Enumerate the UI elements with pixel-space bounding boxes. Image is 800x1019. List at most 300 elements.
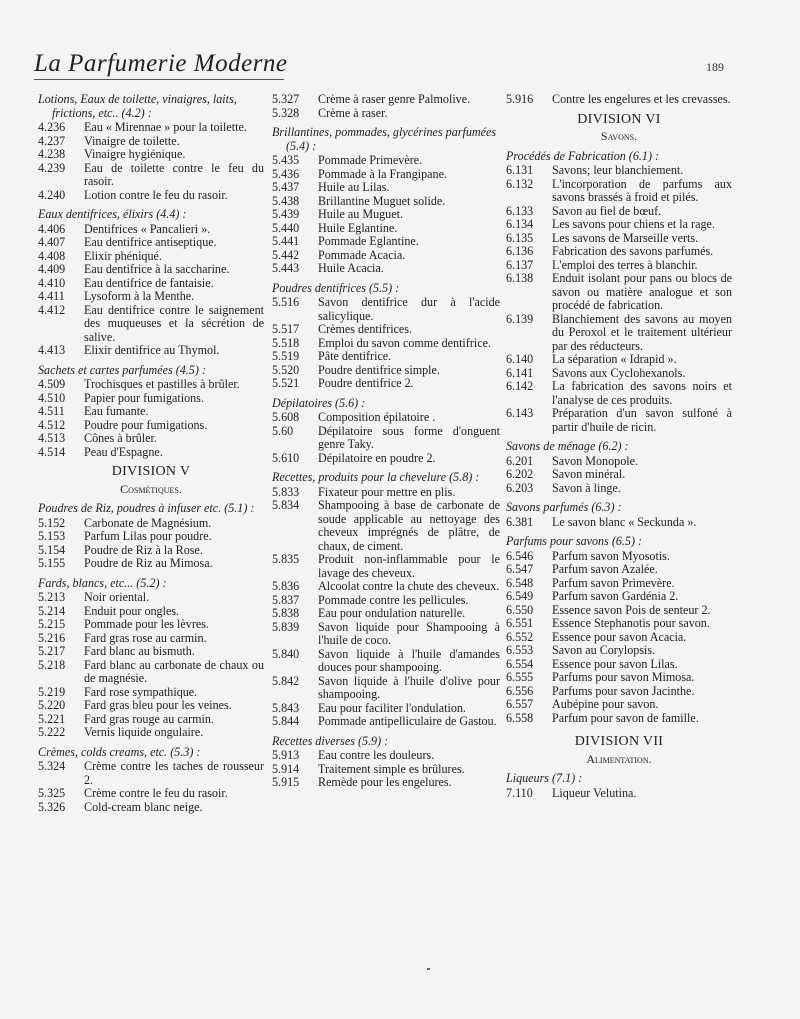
entry-text: Cold-cream blanc neige. xyxy=(84,799,203,814)
list-item xyxy=(506,455,732,469)
entry-text: Fard gras rose au carmin. xyxy=(84,630,207,645)
list-item xyxy=(38,405,264,419)
entry-number: 4.408 xyxy=(38,248,66,263)
list-item xyxy=(38,760,264,787)
list-item xyxy=(38,189,264,203)
entry-number: 4.237 xyxy=(38,133,66,148)
entry-text: Papier pour fumigations. xyxy=(84,390,204,405)
entry-number: 4.510 xyxy=(38,390,66,405)
entry-number: 5.326 xyxy=(38,799,66,814)
section-heading: Crèmes, colds creams, etc. (5.3) : xyxy=(38,744,201,759)
entry-text: Eau fumante. xyxy=(84,404,149,418)
entry-number: 6.554 xyxy=(506,656,534,671)
entry-text: Eau dentifrice à la saccharine. xyxy=(84,262,230,276)
list-item xyxy=(38,446,264,460)
entry-text: Pommade antipelliculaire de Gastou. xyxy=(318,714,497,728)
entry-text: Cônes à brûler. xyxy=(84,431,157,445)
list-item xyxy=(506,671,732,685)
entry-text: Poudre dentifrice 2. xyxy=(318,376,414,390)
list-item xyxy=(506,353,732,367)
entry-number: 5.222 xyxy=(38,725,66,739)
entry-number: 4.407 xyxy=(38,235,66,249)
entry-number: 5.610 xyxy=(272,450,300,465)
entry-number: 4.513 xyxy=(38,431,66,445)
entry-text: Eau « Mirennae » pour la toilette. xyxy=(84,120,247,134)
list-item xyxy=(38,263,264,277)
list-item xyxy=(272,749,500,763)
list-item xyxy=(38,517,264,531)
entry-text: Savon au fiel de bœuf. xyxy=(552,203,662,218)
list-item xyxy=(506,516,732,530)
list-item xyxy=(506,178,732,205)
entry-number: 4.410 xyxy=(38,275,66,290)
list-item xyxy=(506,550,732,564)
list-item xyxy=(272,776,500,790)
entry-text: Crème contre le feu du rasoir. xyxy=(84,786,228,800)
entry-text: Parfums pour savon Mimosa. xyxy=(552,670,695,684)
entry-text: Pommade contre les pellicules. xyxy=(318,592,469,607)
entry-number: 5.608 xyxy=(272,410,300,424)
list-item xyxy=(272,350,500,364)
entry-number: 5.838 xyxy=(272,606,300,620)
entry-text: Brillantine Muguet solide. xyxy=(318,193,446,208)
entry-number: 6.131 xyxy=(506,163,534,177)
entry-number: 5.219 xyxy=(38,684,66,699)
list-item xyxy=(272,208,500,222)
list-item xyxy=(272,262,500,276)
entry-text: Savon minéral. xyxy=(552,467,626,481)
entry-text: Savon au Corylopsis. xyxy=(552,643,656,657)
list-item xyxy=(506,259,732,273)
column-left xyxy=(38,93,264,814)
entry-text: Crème contre les taches de rousseur 2. xyxy=(84,759,264,787)
entry-text: Emploi du savon comme dentifrice. xyxy=(318,335,491,350)
list-item xyxy=(272,499,500,553)
list-item xyxy=(38,605,264,619)
list-item xyxy=(38,787,264,801)
entry-text: Composition épilatoire . xyxy=(318,410,436,424)
section-heading: Savons de ménage (6.2) : xyxy=(506,439,629,453)
entry-text: Vernis liquide ongulaire. xyxy=(84,725,204,739)
entry-text: Contre les engelures et les crevasses. xyxy=(552,92,731,106)
entry-text: Fard gras rouge au carmin. xyxy=(84,711,214,726)
entry-text: Pâte dentifrice. xyxy=(318,349,392,363)
entry-text: Parfum pour savon de famille. xyxy=(552,710,699,725)
list-item xyxy=(272,648,500,675)
list-item xyxy=(272,580,500,594)
entry-number: 5.842 xyxy=(272,673,300,688)
entry-number: 5.914 xyxy=(272,761,300,776)
entry-number: 5.916 xyxy=(506,92,534,106)
entry-text: Savon dentifrice dur à l'acide salicylique. xyxy=(318,295,500,323)
entry-number: 5.214 xyxy=(38,603,66,618)
entry-number: 4.509 xyxy=(38,377,66,391)
entry-text: Carbonate de Magnésium. xyxy=(84,515,212,530)
entry-number: 5.152 xyxy=(38,515,66,530)
entry-text: Lotion contre le feu du rasoir. xyxy=(84,187,228,202)
entry-text: Savon liquide pour Shampooing à l'huile de coco. xyxy=(318,619,500,647)
entry-text: Crèmes dentifrices. xyxy=(318,322,413,336)
list-item xyxy=(38,801,264,815)
list-item xyxy=(506,313,732,354)
print-speck xyxy=(427,968,430,970)
entry-number: 4.238 xyxy=(38,147,66,161)
entry-text: Fixateur pour mettre en plis. xyxy=(318,484,456,499)
section-heading: Brillantines, pommades, glycérines parfumées (5.4) : xyxy=(272,125,497,153)
entry-number: 4.236 xyxy=(38,120,66,134)
page-title: La Parfumerie Moderne xyxy=(34,50,288,77)
entry-number: 6.141 xyxy=(506,365,534,380)
section-heading: Liqueurs (7.1) : xyxy=(506,771,583,785)
entry-number: 6.557 xyxy=(506,697,534,711)
entry-number: 4.239 xyxy=(38,160,66,175)
division-subtitle: Cosmétiques. xyxy=(120,481,182,496)
list-item xyxy=(272,411,500,425)
entry-number: 5.439 xyxy=(272,207,300,221)
entry-number: 6.142 xyxy=(506,379,534,393)
list-item xyxy=(38,632,264,646)
list-item xyxy=(272,168,500,182)
list-item xyxy=(272,222,500,236)
entry-text: Huile Acacia. xyxy=(318,261,384,275)
entry-number: 5.153 xyxy=(38,529,66,543)
entry-text: Aubépine pour savon. xyxy=(552,697,659,711)
list-item xyxy=(272,621,500,648)
entry-number: 5.913 xyxy=(272,748,300,762)
list-item xyxy=(272,377,500,391)
entry-number: 5.441 xyxy=(272,234,300,248)
entry-text: Poudre de Riz à la Rose. xyxy=(84,542,203,557)
entry-text: Remède pour les engelures. xyxy=(318,775,452,789)
list-item xyxy=(272,93,500,107)
list-item xyxy=(506,712,732,726)
entry-text: Fard blanc au bismuth. xyxy=(84,644,195,658)
entry-number: 6.548 xyxy=(506,575,534,590)
list-item xyxy=(506,787,732,801)
list-item xyxy=(506,658,732,672)
entry-text: Parfum Lilas pour poudre. xyxy=(84,529,212,543)
entry-text: Crème à raser. xyxy=(318,105,388,120)
entry-text: Eau pour ondulation naturelle. xyxy=(318,606,466,620)
entry-text: Pommade Acacia. xyxy=(318,247,406,262)
entry-text: Savons aux Cyclohexanols. xyxy=(552,365,686,380)
division-subtitle: Savons. xyxy=(600,129,638,143)
entry-text: Eau contre les douleurs. xyxy=(318,748,435,762)
entry-text: Fard gras bleu pour les veines. xyxy=(84,698,232,712)
entry-text: Huile au Muguet. xyxy=(318,207,403,221)
entry-number: 6.135 xyxy=(506,230,534,245)
list-item xyxy=(38,277,264,291)
list-item xyxy=(272,486,500,500)
list-item xyxy=(38,726,264,740)
entry-text: Savon liquide à l'huile d'amandes douces pour shampooing. xyxy=(318,646,500,674)
section-heading: Lotions, Eaux de toilette, vinaigres, laits, frictions, etc.. (4.2) : xyxy=(38,92,237,120)
entry-text: Liqueur Velutina. xyxy=(552,785,637,800)
entry-number: 5.834 xyxy=(272,498,300,512)
entry-number: 6.550 xyxy=(506,602,534,617)
list-item xyxy=(272,337,500,351)
list-item xyxy=(506,407,732,434)
entry-number: 6.138 xyxy=(506,271,534,285)
list-item xyxy=(272,553,500,580)
entry-number: 5.436 xyxy=(272,166,300,181)
entry-text: L'incorporation de parfums aux savons brassés à froid et pilés. xyxy=(552,176,732,204)
entry-text: Fard blanc au carbonate de chaux ou de magnésie. xyxy=(84,657,264,685)
entry-number: 5.915 xyxy=(272,775,300,789)
list-item xyxy=(272,107,500,121)
entry-text: Fard rose sympathique. xyxy=(84,684,198,699)
list-item xyxy=(38,148,264,162)
list-item xyxy=(272,425,500,452)
list-item xyxy=(506,245,732,259)
entry-number: 5.843 xyxy=(272,700,300,715)
entry-text: Pommade Primevère. xyxy=(318,153,423,167)
list-item xyxy=(506,164,732,178)
list-item xyxy=(506,631,732,645)
entry-number: 5.155 xyxy=(38,556,66,570)
entry-text: Eau pour faciliter l'ondulation. xyxy=(318,700,466,715)
list-item xyxy=(272,364,500,378)
list-item xyxy=(38,645,264,659)
entry-number: 6.549 xyxy=(506,589,534,603)
entry-number: 5.328 xyxy=(272,105,300,120)
entry-number: 6.133 xyxy=(506,203,534,218)
list-item xyxy=(38,162,264,189)
list-item xyxy=(38,223,264,237)
entry-text: Dépilatoire sous forme d'onguent genre Taky. xyxy=(318,423,500,451)
division-heading: DIVISION VI xyxy=(577,111,661,127)
list-item xyxy=(272,594,500,608)
entry-text: Essence pour savon Acacia. xyxy=(552,629,687,644)
list-item xyxy=(506,617,732,631)
entry-number: 6.203 xyxy=(506,480,534,495)
entry-text: Savon à linge. xyxy=(552,480,621,495)
entry-number: 6.134 xyxy=(506,217,534,231)
entry-number: 6.202 xyxy=(506,467,534,481)
entry-text: Shampooing à base de carbonate de soude applicable au nettoyage des cheveux imprégnés de plâtre, de chaux, de ciment. xyxy=(318,498,500,553)
title-underline xyxy=(34,79,284,80)
entry-text: Blanchiement des savons au moyen du Peroxol et le traitement ultérieur par des réducteurs. xyxy=(552,311,732,353)
list-item xyxy=(272,249,500,263)
list-item xyxy=(38,544,264,558)
entry-text: Savon liquide à l'huile d'olive pour shampooing. xyxy=(318,673,500,701)
entry-number: 5.437 xyxy=(272,180,300,194)
list-item xyxy=(38,250,264,264)
entry-text: Elixir phéniqué. xyxy=(84,248,162,263)
section-heading: Recettes diverses (5.9) : xyxy=(272,733,389,748)
division-heading: DIVISION V xyxy=(111,464,191,479)
list-item xyxy=(38,378,264,392)
list-item xyxy=(272,452,500,466)
entry-text: Eau dentifrice de fantaisie. xyxy=(84,275,214,290)
entry-number: 7.110 xyxy=(506,785,533,800)
entry-text: Savon Monopole. xyxy=(552,453,638,468)
entry-number: 5.516 xyxy=(272,295,300,309)
entry-text: Poudre dentifrice simple. xyxy=(318,362,440,377)
entry-text: Peau d'Espagne. xyxy=(84,444,163,459)
list-item xyxy=(38,659,264,686)
list-item xyxy=(506,604,732,618)
entry-number: 6.132 xyxy=(506,176,534,191)
entry-number: 5.844 xyxy=(272,714,300,728)
entry-text: Parfum savon Azalée. xyxy=(552,562,658,576)
entry-number: 5.518 xyxy=(272,335,300,350)
entry-number: 6.555 xyxy=(506,670,534,684)
list-item xyxy=(38,304,264,345)
entry-text: L'emploi des terres à blanchir. xyxy=(552,257,698,272)
entry-number: 5.215 xyxy=(38,617,66,631)
list-item xyxy=(506,468,732,482)
list-item xyxy=(38,290,264,304)
list-item xyxy=(38,686,264,700)
list-item xyxy=(272,763,500,777)
list-item xyxy=(272,675,500,702)
list-item xyxy=(38,419,264,433)
section-heading: Parfums pour savons (6.5) : xyxy=(506,534,643,548)
list-item xyxy=(272,296,500,323)
entry-number: 6.140 xyxy=(506,352,534,366)
column-middle xyxy=(272,93,500,790)
entry-number: 5.519 xyxy=(272,349,300,363)
entry-number: 4.413 xyxy=(38,343,66,357)
entry-number: 5.840 xyxy=(272,646,300,661)
entry-text: Pommade pour les lèvres. xyxy=(84,617,209,631)
entry-number: 5.833 xyxy=(272,484,300,499)
section-heading: Procédés de Fabrication (6.1) : xyxy=(506,148,660,163)
entry-text: Alcoolat contre la chute des cheveux. xyxy=(318,579,500,593)
entry-number: 6.553 xyxy=(506,643,534,657)
entry-number: 4.511 xyxy=(38,404,65,418)
section-heading: Dépilatoires (5.6) : xyxy=(272,395,366,410)
entry-text: Préparation d'un savon sulfoné à partir d'huile de ricin. xyxy=(552,406,732,434)
list-item xyxy=(506,367,732,381)
entry-number: 6.551 xyxy=(506,616,534,630)
entry-text: Parfums pour savon Jacinthe. xyxy=(552,683,695,698)
entry-text: La fabrication des savons noirs et l'analyse de ces produits. xyxy=(552,379,732,407)
entry-text: Poudre pour fumigations. xyxy=(84,417,208,432)
entry-text: Parfum savon Myosotis. xyxy=(552,548,670,563)
entry-text: Pommade à la Frangipane. xyxy=(318,166,447,181)
entry-number: 5.517 xyxy=(272,322,300,336)
entry-text: Parfum savon Gardénia 2. xyxy=(552,589,679,603)
entry-number: 4.514 xyxy=(38,444,66,459)
entry-number: 6.546 xyxy=(506,548,534,563)
list-item xyxy=(506,272,732,313)
entry-number: 4.411 xyxy=(38,289,65,303)
list-item xyxy=(272,235,500,249)
entry-text: Les savons de Marseille verts. xyxy=(552,230,699,245)
entry-number: 5.835 xyxy=(272,552,300,566)
list-item xyxy=(506,232,732,246)
list-item xyxy=(506,590,732,604)
entry-number: 6.547 xyxy=(506,562,534,576)
entry-text: Trochisques et pastilles à brûler. xyxy=(84,377,240,391)
entry-number: 5.217 xyxy=(38,644,66,658)
list-item xyxy=(38,557,264,571)
entry-text: Savons; leur blanchiement. xyxy=(552,163,684,177)
entry-number: 5.440 xyxy=(272,220,300,235)
entry-number: 5.442 xyxy=(272,247,300,262)
entry-text: Traitement simple es brûlures. xyxy=(318,761,465,776)
entry-number: 5.324 xyxy=(38,759,66,773)
entry-number: 4.409 xyxy=(38,262,66,276)
entry-number: 6.556 xyxy=(506,683,534,698)
list-item xyxy=(38,591,264,605)
entry-text: Vinaigre de toilette. xyxy=(84,133,180,148)
list-item xyxy=(38,121,264,135)
list-item xyxy=(506,380,732,407)
entry-text: Fabrication des savons parfumés. xyxy=(552,244,714,258)
section-heading: Poudres dentifrices (5.5) : xyxy=(272,280,400,295)
entry-text: Huile Eglantine. xyxy=(318,220,398,235)
list-item xyxy=(38,432,264,446)
entry-number: 6.552 xyxy=(506,629,534,644)
entry-text: Le savon blanc « Seckunda ». xyxy=(552,514,697,529)
entry-number: 5.216 xyxy=(38,630,66,645)
entry-number: 4.512 xyxy=(38,417,66,432)
list-item xyxy=(38,135,264,149)
list-item xyxy=(506,698,732,712)
entry-number: 5.218 xyxy=(38,657,66,672)
entry-text: Eau de toilette contre le feu du rasoir. xyxy=(84,160,264,188)
entry-number: 5.438 xyxy=(272,193,300,208)
column-right xyxy=(506,93,732,800)
section-heading: Poudres de Riz, poudres à infuser etc. (5.1) : xyxy=(38,501,255,515)
entry-number: 6.143 xyxy=(506,406,534,420)
entry-number: 5.327 xyxy=(272,92,300,106)
list-item xyxy=(506,644,732,658)
list-item xyxy=(506,482,732,496)
division-heading: DIVISION VII xyxy=(574,734,664,749)
section-heading: Savons parfumés (6.3) : xyxy=(506,500,622,514)
entry-text: Poudre de Riz au Mimosa. xyxy=(84,556,213,570)
entry-text: Enduit isolant pour pans ou blocs de savon ou matière analogue et son procédé de fabrication. xyxy=(552,271,732,312)
entry-text: Noir oriental. xyxy=(84,590,150,604)
entry-text: Lysoform à la Menthe. xyxy=(84,289,195,303)
list-item xyxy=(272,195,500,209)
list-item xyxy=(272,154,500,168)
entry-number: 6.381 xyxy=(506,514,534,529)
list-item xyxy=(272,181,500,195)
list-item xyxy=(38,713,264,727)
entry-text: Eau dentifrice antiseptique. xyxy=(84,235,217,249)
entry-number: 6.139 xyxy=(506,311,534,326)
entry-text: Parfum savon Primevère. xyxy=(552,575,675,590)
entry-number: 6.558 xyxy=(506,710,534,725)
entry-text: Les savons pour chiens et la rage. xyxy=(552,217,715,231)
entry-number: 5.154 xyxy=(38,542,66,557)
entry-number: 5.521 xyxy=(272,376,300,390)
entry-number: 4.406 xyxy=(38,221,66,236)
entry-text: Pommade Eglantine. xyxy=(318,234,419,248)
list-item xyxy=(506,685,732,699)
entry-number: 5.213 xyxy=(38,590,66,604)
entry-number: 5.60 xyxy=(272,423,294,438)
entry-number: 5.435 xyxy=(272,153,300,167)
entry-number: 5.220 xyxy=(38,698,66,712)
entry-text: Essence savon Pois de senteur 2. xyxy=(552,602,711,617)
entry-number: 6.137 xyxy=(506,257,534,272)
section-heading: Sachets et cartes parfumées (4.5) : xyxy=(38,362,206,377)
entry-number: 6.136 xyxy=(506,244,534,258)
section-heading: Recettes, produits pour la chevelure (5.8) : xyxy=(272,470,480,484)
entry-text: Produit non-inflammable pour le lavage des cheveux. xyxy=(318,552,500,580)
entry-text: Dépilatoire en poudre 2. xyxy=(318,450,436,465)
list-item xyxy=(38,618,264,632)
list-item xyxy=(506,577,732,591)
entry-text: Enduit pour ongles. xyxy=(84,603,180,618)
division-subtitle: Alimentation. xyxy=(586,751,652,766)
